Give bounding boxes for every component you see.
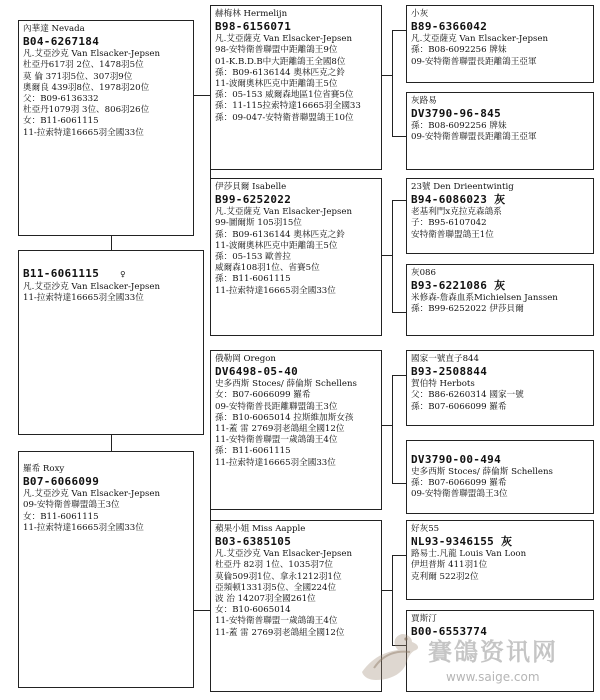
ring-number: B98-6156071: [215, 20, 292, 34]
ring-number: B93-2508844: [411, 365, 488, 379]
pigeon-name: 赫梅林 Hermelijn: [215, 9, 288, 19]
detail-line: 11-安特衛普聯盟一歲鴿鴿王4位: [215, 435, 338, 446]
detail-line: 莫 倫 371羽5位、307羽9位: [23, 71, 133, 82]
detail-line: 女：B07-6066099 羅希: [215, 390, 311, 401]
ring-number: DV3790-00-494: [411, 453, 501, 466]
detail-line: 杜亞丹617羽 2位、1478羽5位: [23, 60, 144, 71]
detail-line: 09-安特衛普聯盟鴿王3位: [23, 500, 120, 511]
detail-line: 09-安特衛普聯盟長距離鴿王亞軍: [411, 56, 537, 67]
detail-line: 孫：B07-6066099 羅希: [411, 478, 507, 489]
great-grandparent-box-1: [406, 5, 594, 83]
grandsire-maternal-box: [210, 350, 382, 510]
ring-number: B04-6267184: [23, 35, 100, 49]
ring-number: DV3790-96-845: [411, 107, 501, 121]
detail-line: 凡.艾亞沙克 Van Elsacker-Jepsen: [23, 282, 160, 292]
detail-line: 孫：B11-6061115: [215, 446, 291, 457]
detail-line: 杜亞丹1079羽 3位、806羽26位: [23, 105, 150, 116]
great-grandparent-box-6: [406, 440, 594, 514]
pigeon-name: 小灰: [411, 9, 429, 19]
subject-box: [18, 250, 204, 435]
detail-line: 09-安特衛普聯盟長距離鴿王亞軍: [411, 132, 537, 143]
detail-line: 米修森-詹森血系Michielsen Janssen: [411, 293, 558, 304]
detail-line: 孫：05-153 威爾森地區1位省賽5位: [215, 90, 354, 101]
ring-number: [23, 267, 199, 282]
detail-line: 99-圖爾斯 105羽15位: [215, 218, 302, 229]
detail-line: 子：B95-6107042: [411, 218, 487, 229]
detail-line: 奧爾良 439羽8位、1978羽20位: [23, 82, 150, 93]
detail-line: 凡.艾亞沙克 Van Elsacker-Jepsen: [23, 489, 160, 500]
detail-line: 11-拉索特達16665羽全國33位: [23, 127, 144, 138]
detail-line: 凡.艾亞薩克 Van Elsacker-Jepsen: [215, 207, 352, 218]
great-grandparent-box-2: [406, 92, 594, 170]
ring-number: B93-6221086 灰: [411, 279, 506, 293]
ring-number: B89-6366042: [411, 20, 488, 34]
detail-line: 11-拉索特達16665羽全國33位: [215, 457, 336, 468]
detail-line: 98-安特衛普聯盟中距離鴿王9位: [215, 45, 338, 56]
pigeon-name: 蘋果小姐 Miss Aapple: [215, 524, 306, 534]
pigeon-name: 俄勒岡 Oregon: [215, 354, 276, 364]
great-grandparent-box-4: [406, 264, 594, 336]
pigeon-name: 灰086: [411, 268, 436, 278]
detail-line: 史多西斯 Stoces/ 薛倫斯 Schellens: [411, 467, 553, 477]
detail-line: 09-安特衛普聯盟鴿王3位: [411, 489, 508, 500]
pigeon-name: 羅希 Roxy: [23, 464, 65, 474]
detail-line: 孫：05-153 歐普拉: [215, 252, 291, 263]
pigeon-name: 國家一號直子844: [411, 354, 479, 364]
great-grandparent-box-7: [406, 520, 594, 600]
detail-line: 11-拉索特達16665羽全國33位: [23, 293, 144, 304]
detail-line: 11-拉索特達16665羽全國33位: [215, 285, 336, 296]
subject-ring: B11-6061115: [23, 267, 100, 280]
detail-line: 亞頻顿1331羽5位、全國224位: [215, 582, 337, 593]
watermark-url: www.saige.com: [446, 670, 540, 684]
detail-line: 11-波爾奧林匹克中距離鴿王5位: [215, 240, 338, 251]
detail-line: 威爾森108羽1位、省賽5位: [215, 263, 320, 274]
detail-line: 孫：B08-6092256 牌妹: [411, 121, 507, 132]
pigeon-name: 伊莎貝爾 Isabelle: [215, 182, 287, 192]
detail-line: 11-安特衛普聯盟一歲鴿鴿王4位: [215, 616, 338, 627]
detail-line: 孫：B09-6136144 奧林匹克之鈴: [215, 229, 345, 240]
pigeon-name: 內華達 Nevada: [23, 24, 85, 34]
detail-line: 女：B11-6061115: [23, 511, 99, 522]
detail-line: 安特衛普聯盟鴿王1位: [411, 229, 494, 240]
detail-line: 凡.艾亞沙克 Van Elsacker-Jepsen: [23, 49, 160, 60]
detail-line: 11-拉索特達16665羽全國33位: [23, 522, 144, 533]
detail-line: 父：B86-6260314 國家一號: [411, 390, 524, 401]
dam-box: [18, 451, 194, 688]
detail-line: 孫：11-115拉索特達16665羽全國33: [215, 101, 361, 112]
detail-line: 孫：B09-6136144 奧林匹克之鈴: [215, 67, 345, 78]
ring-number: B00-6553774: [411, 625, 488, 639]
detail-line: 克利爾 522羽2位: [411, 571, 479, 582]
great-grandparent-box-3: [406, 178, 594, 254]
detail-line: 莫倫509羽1位、拿永1212羽1位: [215, 571, 342, 582]
watermark-title: 賽鴿资讯网: [428, 638, 558, 666]
sire-box: [18, 20, 194, 236]
detail-line: 凡.艾亞薩克 Van Elsacker-Jepsen: [411, 34, 548, 45]
pigeon-name: 賈斯汀: [411, 614, 437, 624]
detail-line: 凡.艾亞薩克 Van Elsacker-Jepsen: [215, 34, 352, 45]
detail-line: 11-蓋 雷 2769羽老鴿組全國12位: [215, 424, 345, 435]
ring-number: B03-6385105: [215, 535, 292, 549]
pigeon-name: 23號 Den Drieentwintig: [411, 182, 514, 192]
ring-number: B94-6086023 灰: [411, 193, 506, 207]
ring-number: DV6498-05-40: [215, 365, 299, 379]
detail-line: 史多西斯 Stoces/ 薛倫斯 Schellens: [215, 379, 357, 390]
ring-number: NL93-9346155 灰: [411, 535, 513, 549]
detail-line: 路易士.凡龍 Louis Van Loon: [411, 549, 527, 560]
pigeon-logo-icon: [354, 628, 424, 690]
detail-line: 伊坦普斯 411羽1位: [411, 560, 488, 571]
detail-line: 杜亞丹 82羽 1位、1035羽7位: [215, 560, 333, 571]
detail-line: 孫：B11-6061115: [215, 274, 291, 285]
detail-line: 老基利門x克拉克森鴿系: [411, 207, 502, 218]
granddam-paternal-box: [210, 178, 382, 336]
female-sex-mark: ♀: [120, 270, 126, 280]
grandsire-paternal-box: [210, 5, 382, 170]
detail-line: 女：B11-6061115: [23, 116, 99, 127]
great-grandparent-box-5: [406, 350, 594, 426]
detail-line: 父：B09-6136332: [23, 94, 99, 105]
detail-line: 孫：B10-6065014 拉斯維加斯女孩: [215, 412, 354, 423]
ring-number: B99-6252022: [215, 193, 292, 207]
detail-line: 女：B10-6065014: [215, 605, 291, 616]
detail-line: 凡.艾亞沙克 Van Elsacker-Jepsen: [215, 549, 352, 560]
pigeon-name: 好灰55: [411, 524, 440, 534]
detail-line: 賀伯特 Herbots: [411, 379, 475, 390]
ring-number: B07-6066099: [23, 475, 100, 489]
detail-line: 11-波爾奧林匹克中距離鴿王5位: [215, 79, 338, 90]
detail-line: 孫：B08-6092256 牌妹: [411, 45, 507, 56]
detail-line: 波 治 14207羽全國261位: [215, 594, 316, 605]
detail-line: 孫：B07-6066099 羅希: [411, 401, 507, 412]
detail-line: 09-安特衛普長距離聯盟鴿王3位: [215, 401, 338, 412]
detail-line: 11-蓋 雷 2769羽老鴿組全國12位: [215, 627, 345, 638]
detail-line: 孫：B99-6252022 伊莎貝爾: [411, 304, 524, 315]
pigeon-name: 灰路易: [411, 96, 437, 106]
detail-line: 孫：09-047-安特衛普聯盟鴿王10位: [215, 112, 354, 123]
detail-line: 01-K.B.D.B中大距離鴿王全國8位: [215, 56, 346, 67]
watermark: [354, 622, 594, 696]
